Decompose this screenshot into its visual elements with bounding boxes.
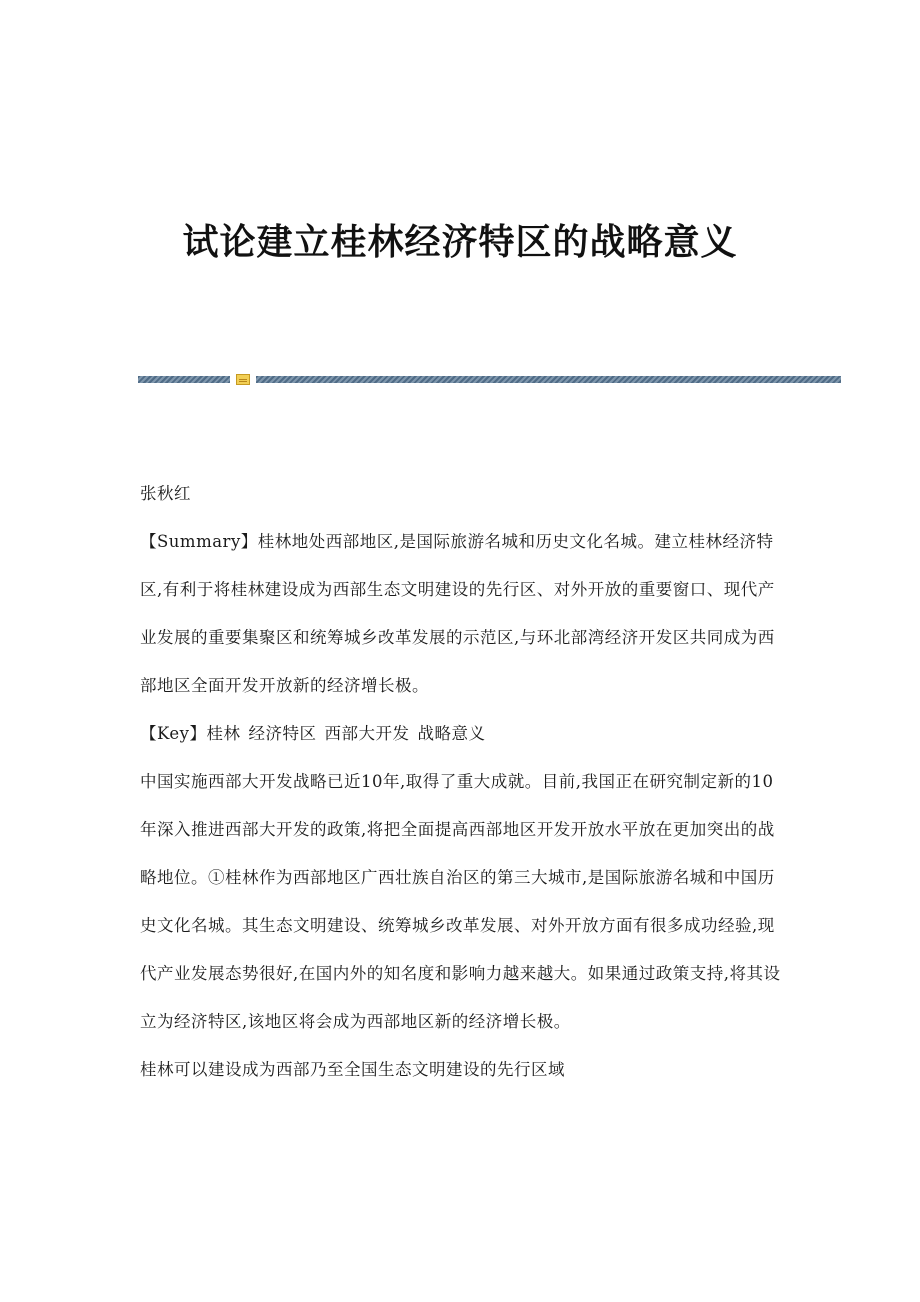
summary-paragraph	[140, 518, 782, 710]
divider-bar-right	[256, 376, 841, 383]
keyword: 西部大开发	[324, 724, 410, 743]
divider-bar-left	[138, 376, 230, 383]
keyword: 经济特区	[248, 724, 317, 743]
summary-text: 桂林地处西部地区,是国际旅游名城和历史文化名城。建立桂林经济特区,有利于将桂林建设成为西部生态文明建设的先行区、对外开放的重要窗口、现代产业发展的重要集聚区和统筹城乡改革发展的示范区,与环北部湾经济开发区共同成为西部地区全面开发开放新的经济增长极。	[140, 532, 775, 695]
keyword: 桂林	[206, 724, 241, 743]
summary-label: 【Summary】	[140, 532, 258, 551]
document-title: 试论建立桂林经济特区的战略意义	[182, 222, 738, 263]
body-paragraph: 中国实施西部大开发战略已近10年,取得了重大成就。目前,我国正在研究制定新的10年深入推进西部大开发的政策,将把全面提高西部地区开发开放水平放在更加突出的战略地位。①桂林作为西部地区广西壮族自治区的第三大城市,是国际旅游名城和中国历史文化名城。其生态文明建设、统筹城乡改革发展、对外开放方面有很多成功经验,现代产业发展态势很好,在国内外的知名度和影响力越来越大。如果通过政策支持,将其设立为经济特区,该地区将会成为西部地区新的经济增长极。	[140, 772, 781, 1031]
section-heading: 桂林可以建设成为西部乃至全国生态文明建设的先行区域	[140, 1060, 565, 1079]
keywords-paragraph	[140, 710, 782, 758]
document-body	[140, 470, 782, 1094]
divider-ornament-icon	[236, 374, 250, 385]
title-divider	[138, 374, 841, 386]
keywords-label: 【Key】	[140, 724, 207, 743]
keyword: 战略意义	[417, 724, 486, 743]
author-name: 张秋红	[140, 484, 191, 503]
